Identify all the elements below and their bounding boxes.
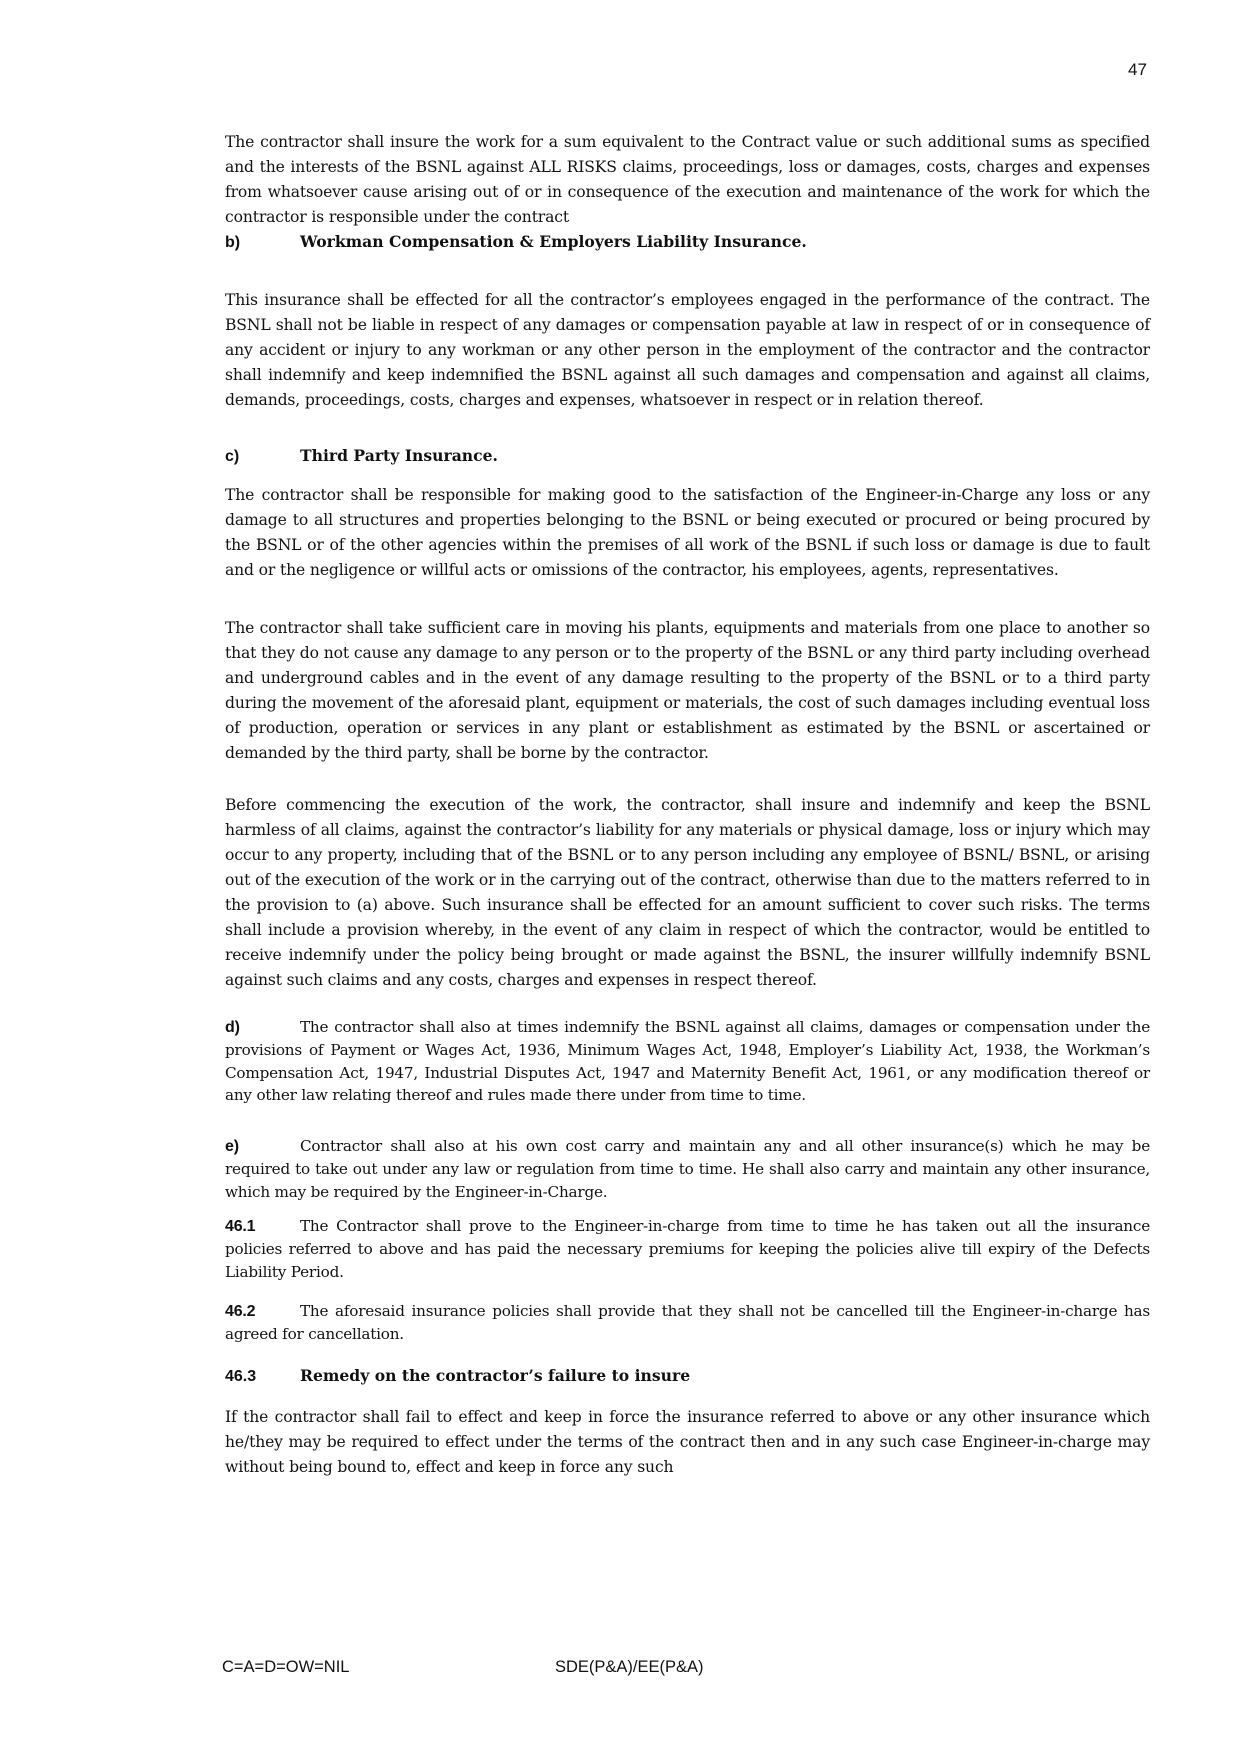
section-c-title: Third Party Insurance. [300, 446, 498, 465]
section-46-1-label: 46.1 [225, 1218, 256, 1235]
section-46-2-paragraph [225, 1300, 1150, 1346]
section-46-2-label: 46.2 [225, 1303, 256, 1320]
section-e-text: Contractor shall also at his own cost carry and maintain any and all other insurance(s) which he may be required to take out under any law or regulation from time to time. He shall also carry and maintain any other insurance, which may be required by the Engineer-in-Charge. [225, 1137, 1150, 1201]
section-46-3-paragraph: If the contractor shall fail to effect and keep in force the insurance referred to above or any other insurance which he/they may be required to effect under the terms of the contract then and in any such case Engineer-in-charge may without being bound to, effect and keep in force any such [225, 1408, 1150, 1476]
section-46-2-text: The aforesaid insurance policies shall provide that they shall not be cancelled till the Engineer-in-charge has agreed for cancellation. [225, 1302, 1150, 1344]
section-46-1-text: The Contractor shall prove to the Engineer-in-charge from time to time he has taken out all the insurance policies referred to above and has paid the necessary premiums for keeping the policies alive till expiry of the Defects Liability Period. [225, 1217, 1150, 1281]
section-b-title: Workman Compensation & Employers Liability Insurance. [300, 232, 807, 251]
section-c-paragraph-2: The contractor shall take sufficient care in moving his plants, equipments and materials from one place to another so that they do not cause any damage to any person or to the property of the BSNL or any third party including overhead and underground cables and in the event of any damage resulting to the property of the BSNL or to a third party during the movement of the aforesaid plant, equipment or materials, the cost of such damages including eventual loss of production, operation or services in any plant or establishment as estimated by the BSNL or ascertained or demanded by the third party, shall be borne by the contractor. [225, 619, 1150, 762]
section-b-heading [225, 229, 807, 255]
section-b-paragraph: This insurance shall be effected for all the contractor’s employees engaged in the performance of the contract. The BSNL shall not be liable in respect of any damages or compensation payable at law in respect of or in consequence of any accident or injury to any workman or any other person in the employment of the contractor and the contractor shall indemnify and keep indemnified the BSNL against all such damages and compensation and against all claims, demands, proceedings, costs, charges and expenses, whatsoever in respect or in relation thereof. [225, 291, 1150, 409]
section-46-1-paragraph [225, 1215, 1150, 1283]
page-number: 47 [1128, 60, 1147, 79]
section-b-label: b) [225, 234, 241, 251]
section-d-text: The contractor shall also at times indemnify the BSNL against all claims, damages or compensation under the provisions of Payment or Wages Act, 1936, Minimum Wages Act, 1948, Employer’s Liability Act, 1938, the Workman’s Compensation Act, 1947, Industrial Disputes Act, 1947 and Maternity Benefit Act, 1961, or any modification thereof or any other law relating thereof and rules made there under from time to time. [225, 1018, 1150, 1104]
intro-paragraph: The contractor shall insure the work for a sum equivalent to the Contract value or such additional sums as specified and the interests of the BSNL against ALL RISKS claims, proceedings, loss or damages, costs, charges and expenses from whatsoever cause arising out of or in consequence of the execution and maintenance of the work for which the contractor is responsible under the contract [225, 133, 1150, 226]
section-c-paragraph-3: Before commencing the execution of the work, the contractor, shall insure and indemnify and keep the BSNL harmless of all claims, against the contractor’s liability for any materials or physical damage, loss or injury which may occur to any property, including that of the BSNL or to any person including any employee of BSNL/ BSNL, or arising out of the execution of the work or in the carrying out of the contract, otherwise than due to the matters referred to in the provision to (a) above. Such insurance shall be effected for an amount sufficient to cover such risks. The terms shall include a provision whereby, in the event of any claim in respect of which the contractor, would be entitled to receive indemnify under the policy being brought or made against the BSNL, the insurer willfully indemnify BSNL against such claims and any costs, charges and expenses in respect thereof. [225, 796, 1150, 989]
section-e-label: e) [225, 1138, 239, 1155]
section-c-heading [225, 443, 498, 469]
section-d-paragraph [225, 1016, 1150, 1106]
footer-left: C=A=D=OW=NIL [222, 1658, 350, 1676]
section-c-paragraph-1: The contractor shall be responsible for making good to the satisfaction of the Engineer-in-Charge any loss or any damage to all structures and properties belonging to the BSNL or being executed or procured or being procured by the BSNL or of the other agencies within the premises of all work of the BSNL if such loss or damage is due to fault and or the negligence or willful acts or omissions of the contractor, his employees, agents, representatives. [225, 486, 1150, 579]
footer-center: SDE(P&A)/EE(P&A) [555, 1658, 704, 1676]
section-e-paragraph [225, 1135, 1150, 1203]
section-46-3-heading [225, 1363, 690, 1389]
section-c-label: c) [225, 448, 240, 465]
section-d-label: d) [225, 1019, 240, 1036]
section-46-3-label: 46.3 [225, 1368, 257, 1385]
section-46-3-title: Remedy on the contractor’s failure to insure [300, 1366, 691, 1385]
